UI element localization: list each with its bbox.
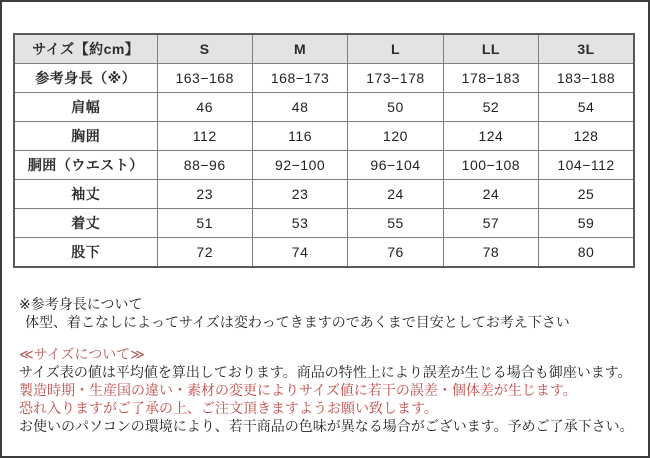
size-value: 96−104 bbox=[348, 151, 443, 180]
size-note-average: サイズ表の値は平均値を算出しております。商品の特性上により誤差が生じる場合も御座います。 bbox=[19, 364, 632, 380]
size-value: 59 bbox=[539, 209, 634, 238]
size-value: 25 bbox=[539, 180, 634, 209]
size-value: 163−168 bbox=[157, 64, 252, 93]
row-label: 参考身長（※） bbox=[14, 64, 157, 93]
size-value: 57 bbox=[443, 209, 538, 238]
header-size-s: S bbox=[157, 34, 252, 64]
row-label: 袖丈 bbox=[14, 180, 157, 209]
size-value: 24 bbox=[443, 180, 538, 209]
table-row-height bbox=[14, 64, 634, 93]
size-value: 80 bbox=[539, 238, 634, 268]
size-value: 51 bbox=[157, 209, 252, 238]
size-value: 23 bbox=[157, 180, 252, 209]
notes-section bbox=[19, 295, 648, 435]
size-value: 183−188 bbox=[539, 64, 634, 93]
row-label: 着丈 bbox=[14, 209, 157, 238]
size-value: 178−183 bbox=[443, 64, 538, 93]
table-row-waist bbox=[14, 151, 634, 180]
table-row-shoulder bbox=[14, 93, 634, 122]
header-size-3l: 3L bbox=[539, 34, 634, 64]
table-row-sleeve bbox=[14, 180, 634, 209]
header-size-m: M bbox=[252, 34, 347, 64]
size-value: 92−100 bbox=[252, 151, 347, 180]
row-label: 股下 bbox=[14, 238, 157, 268]
size-value: 88−96 bbox=[157, 151, 252, 180]
size-value: 52 bbox=[443, 93, 538, 122]
size-value: 72 bbox=[157, 238, 252, 268]
size-value: 168−173 bbox=[252, 64, 347, 93]
size-value: 120 bbox=[348, 122, 443, 151]
size-value: 55 bbox=[348, 209, 443, 238]
header-size-unit: サイズ【約cm】 bbox=[14, 34, 157, 64]
size-value: 112 bbox=[157, 122, 252, 151]
header-size-ll: LL bbox=[443, 34, 538, 64]
table-row-chest bbox=[14, 122, 634, 151]
table-header-row bbox=[14, 34, 634, 64]
size-value: 173−178 bbox=[348, 64, 443, 93]
size-value: 46 bbox=[157, 93, 252, 122]
size-note-monitor: お使いのパソコンの環境により、若干商品の色味が異なる場合がございます。予めご了承下さい。 bbox=[19, 418, 634, 434]
size-value: 74 bbox=[252, 238, 347, 268]
size-value: 78 bbox=[443, 238, 538, 268]
size-note-variance: 製造時期・生産国の違い・素材の変更によりサイズ値に若干の誤差・個体差が生じます。 bbox=[19, 382, 577, 398]
size-value: 48 bbox=[252, 93, 347, 122]
size-value: 128 bbox=[539, 122, 634, 151]
size-value: 24 bbox=[348, 180, 443, 209]
table-row-inseam bbox=[14, 238, 634, 268]
row-label: 肩幅 bbox=[14, 93, 157, 122]
size-value: 76 bbox=[348, 238, 443, 268]
size-about-heading: ≪サイズについて≫ bbox=[19, 346, 145, 362]
header-size-l: L bbox=[348, 34, 443, 64]
size-value: 54 bbox=[539, 93, 634, 122]
size-note-apology: 恐れ入りますがご了承の上、ご注文頂きますようお願い致します。 bbox=[19, 400, 438, 416]
size-value: 53 bbox=[252, 209, 347, 238]
size-value: 104−112 bbox=[539, 151, 634, 180]
table-row-length bbox=[14, 209, 634, 238]
size-table bbox=[13, 33, 635, 268]
reference-height-body: 体型、着こなしによってサイズは変わってきますのであくまで目安としてお考え下さい bbox=[25, 314, 570, 330]
size-value: 100−108 bbox=[443, 151, 538, 180]
size-value: 23 bbox=[252, 180, 347, 209]
size-value: 50 bbox=[348, 93, 443, 122]
row-label: 胸囲 bbox=[14, 122, 157, 151]
row-label: 胴囲（ウエスト） bbox=[14, 151, 157, 180]
size-value: 124 bbox=[443, 122, 538, 151]
reference-height-title: ※参考身長について bbox=[19, 296, 143, 312]
size-value: 116 bbox=[252, 122, 347, 151]
